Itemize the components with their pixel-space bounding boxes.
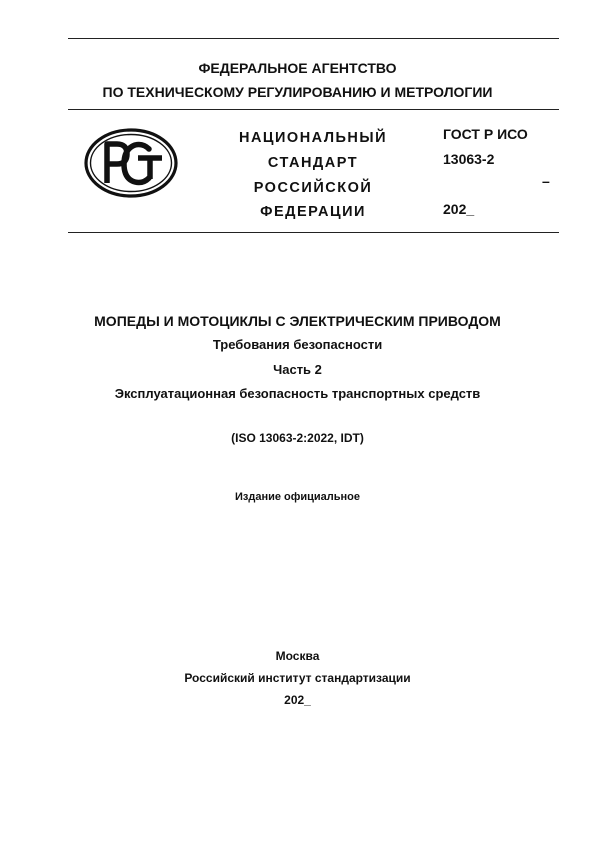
document-subtitle-1: Требования безопасности [212, 337, 383, 352]
standard-type-line3: РОССИЙСКОЙ [253, 180, 373, 196]
document-subtitle-2: Часть 2 [273, 362, 322, 377]
agency-name-line2: ПО ТЕХНИЧЕСКОМУ РЕГУЛИРОВАНИЮ И МЕТРОЛОГИИ [102, 84, 493, 100]
document-title: МОПЕДЫ И МОТОЦИКЛЫ С ЭЛЕКТРИЧЕСКИМ ПРИВОДОМ [94, 313, 501, 329]
standard-designation-line1: ГОСТ Р ИСО [443, 126, 528, 142]
standard-designation-number: 13063-2 [443, 151, 495, 167]
edition-note: Издание официальное [234, 491, 361, 503]
standard-type-line2: СТАНДАРТ [267, 155, 359, 171]
imprint-year: 202_ [284, 693, 311, 707]
rst-mark-icon [83, 127, 179, 199]
standard-type-line1: НАЦИОНАЛЬНЫЙ [238, 130, 388, 146]
imprint-city: Москва [275, 649, 320, 663]
standard-year: 202_ [443, 201, 475, 217]
header-rule-lower [68, 232, 559, 233]
agency-name-line1: ФЕДЕРАЛЬНОЕ АГЕНТСТВО [198, 60, 397, 76]
top-rule [68, 38, 559, 39]
imprint-publisher: Российский институт стандартизации [184, 671, 411, 685]
header-rule-upper [68, 109, 559, 110]
iso-reference: (ISO 13063-2:2022, IDT) [231, 431, 364, 445]
document-subtitle-3: Эксплуатационная безопасность транспортных средств [114, 386, 481, 401]
standard-type-line4: ФЕДЕРАЦИИ [260, 204, 366, 220]
designation-dash: – [542, 173, 550, 189]
